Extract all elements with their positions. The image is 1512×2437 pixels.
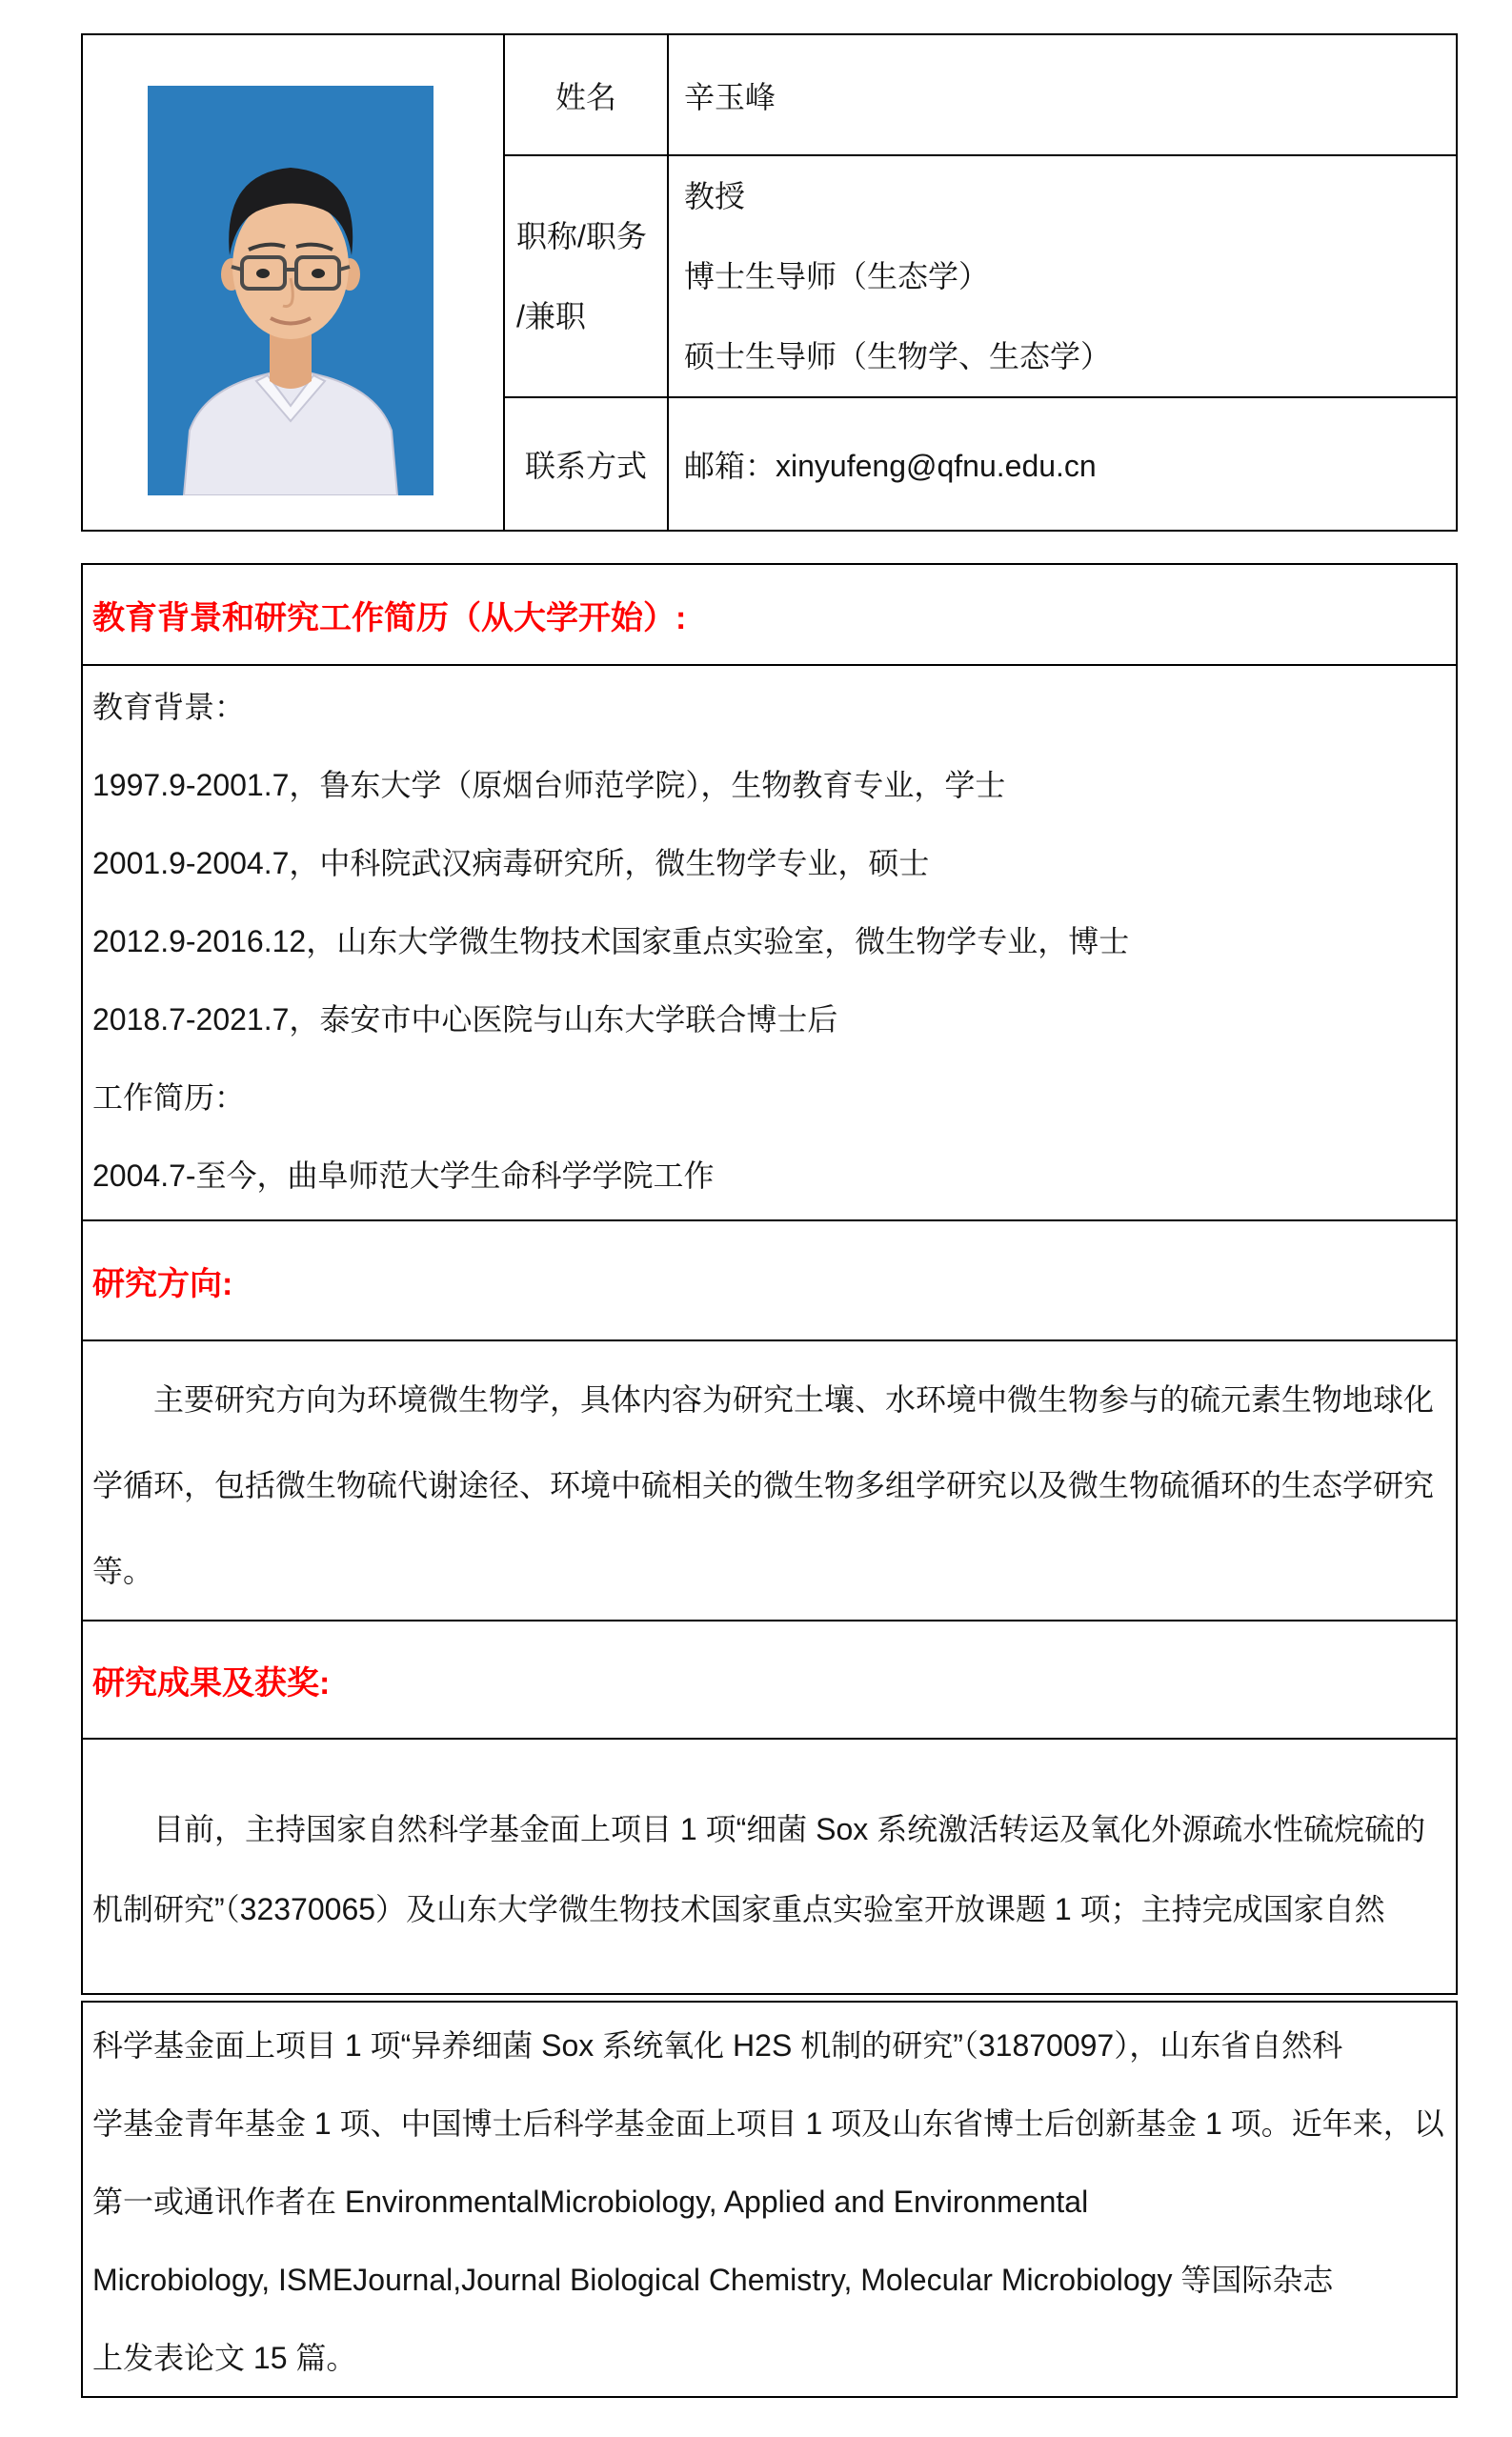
text-line: 教授 <box>684 179 746 213</box>
text-line: 等。 <box>92 1554 154 1588</box>
section-heading-education-background: 教育背景和研究工作简历（从大学开始）: <box>81 563 1458 666</box>
text-line: 博士生导师（生态学） <box>684 259 990 293</box>
achievements-body-part2 <box>81 2001 1458 2398</box>
text-line: 2012.9-2016.12，山东大学微生物技术国家重点实验室，微生物学专业，博士 <box>92 924 1130 958</box>
profile-photo <box>148 86 433 495</box>
text-line: 上发表论文 15 篇。 <box>92 2341 357 2375</box>
text-line: 职称/职务 <box>516 219 647 253</box>
title-value <box>669 156 1456 398</box>
contact-value: 邮箱：xinyufeng@qfnu.edu.cn <box>684 449 1097 483</box>
text-line: 硕士生导师（生物学、生态学） <box>684 339 1112 373</box>
text-line: /兼职 <box>516 299 586 333</box>
achievements-body-part1 <box>81 1740 1458 1995</box>
education-body <box>81 666 1458 1221</box>
contact-label: 联系方式 <box>505 398 669 530</box>
text-line: 教育背景： <box>92 690 246 724</box>
title-label <box>505 156 669 398</box>
text-line: 工作简历： <box>92 1080 246 1115</box>
text-line: 2018.7-2021.7，泰安市中心医院与山东大学联合博士后 <box>92 1002 838 1037</box>
text-line: 科学基金面上项目 1 项“异养细菌 Sox 系统氧化 H2S 机制的研究”（31870097），山东省自然科 <box>92 2028 1343 2063</box>
name-label: 姓名 <box>505 35 669 156</box>
text-line: 1997.9-2001.7，鲁东大学（原烟台师范学院），生物教育专业，学士 <box>92 768 1006 802</box>
name-value: 辛玉峰 <box>669 35 1456 156</box>
text-line: 学基金青年基金 1 项、中国博士后科学基金面上项目 1 项及山东省博士后创新基金 1 项。近年来，以 <box>92 2106 1444 2141</box>
photo-cell <box>83 35 505 530</box>
text-line: 机制研究”（32370065）及山东大学微生物技术国家重点实验室开放课题 1 项；主持完成国家自然 <box>92 1892 1385 1926</box>
profile-info-table <box>81 33 1458 532</box>
section-heading-achievements: 研究成果及获奖: <box>81 1621 1458 1740</box>
text-line: 2001.9-2004.7，中科院武汉病毒研究所，微生物学专业，硕士 <box>92 846 930 880</box>
text-line: 主要研究方向为环境微生物学，具体内容为研究土壤、水环境中微生物参与的硫元素生物地球化 <box>153 1382 1435 1417</box>
section-heading-research-direction: 研究方向: <box>81 1221 1458 1341</box>
research-direction-body <box>81 1341 1458 1621</box>
text-line: Microbiology, ISMEJournal,Journal Biological Chemistry, Molecular Microbiology 等国际杂志 <box>92 2263 1334 2297</box>
text-line: 第一或通讯作者在 EnvironmentalMicrobiology, Applied and Environmental <box>92 2185 1089 2219</box>
text-line: 目前，主持国家自然科学基金面上项目 1 项“细菌 Sox 系统激活转运及氧化外源疏水性硫烷硫的 <box>153 1812 1426 1846</box>
text-line: 2004.7-至今，曲阜师范大学生命科学学院工作 <box>92 1158 715 1193</box>
text-line: 学循环，包括微生物硫代谢途径、环境中硫相关的微生物多组学研究以及微生物硫循环的生态学研究 <box>92 1468 1435 1502</box>
